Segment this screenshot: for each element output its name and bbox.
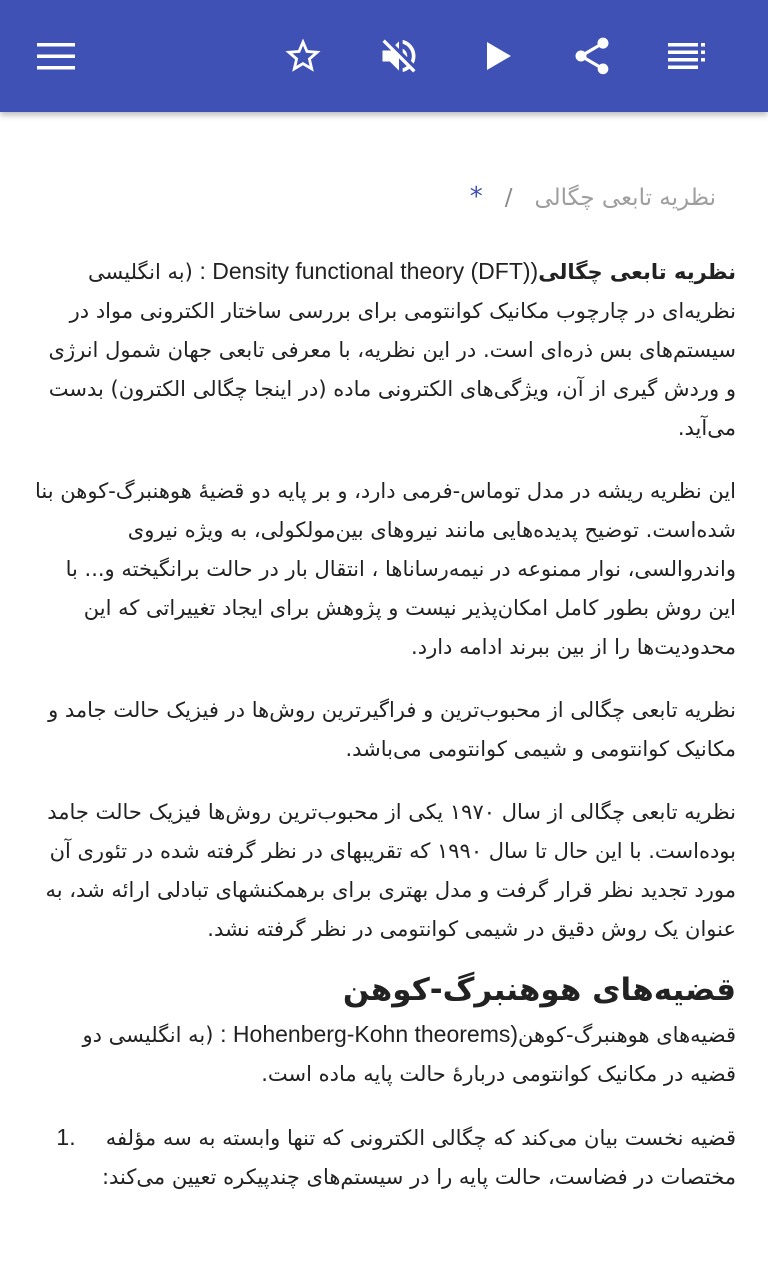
- share-button[interactable]: [562, 26, 622, 86]
- share-icon: [570, 34, 614, 78]
- section-heading: قضیه‌های هوهنبرگ-کوهن: [342, 972, 736, 1008]
- mute-button[interactable]: [369, 26, 429, 86]
- paragraph: این نظریه ریشه در مدل توماس-فرمی دارد، و بر پایه دو قضیهٔ هوهنبرگ-کوهن بنا شده‌است. توضیح پدیده‌هایی مانند نیروهای بین‌مولکولی، به ویژه نیروی واندروالسی، نوار ممنوعه در نیمه‌رساناها ، انتقال بار در حالت برانگیخته و... با این روش بطور کامل امکان‌پذیر نیست و پژوهش برای ایجاد تغییراتی که این محدودیت‌ها را از بین ببرند ادامه دارد.: [35, 479, 736, 659]
- intro-term-english: : Density functional theory (DFT)): [199, 258, 539, 284]
- section-intro-text: دو قضیه در مکانیک کوانتومی دربارهٔ حالت پایه ماده است.: [82, 1023, 736, 1086]
- favorite-button[interactable]: [273, 26, 333, 86]
- section-intro-paren: (به انگلیسی: [108, 1023, 214, 1047]
- breadcrumb-current: نظریه تابعی چگالی: [534, 185, 716, 211]
- breadcrumb: [40, 182, 728, 222]
- star-outline-icon: [282, 35, 324, 77]
- breadcrumb-separator: /: [504, 185, 513, 211]
- list-item-text: 1. قضیه نخست بیان می‌کند که چگالی الکترونی که تنها وابسته به سه مؤلفه مختصات در فضاست، حالت پایه را در سیستم‌های چندپیکره تعیین می‌کند:: [101, 1126, 736, 1189]
- article-body: [32, 252, 736, 1197]
- section-intro-term: قضیه‌های هوهنبرگ-کوهن: [518, 1023, 736, 1047]
- section-intro-term-english: : Hohenberg-Kohn theorems): [220, 1021, 519, 1047]
- volume-off-icon: [377, 34, 421, 78]
- intro-paragraph: [32, 252, 736, 448]
- theorem-list: [32, 1118, 736, 1197]
- paragraph: نظریه تابعی چگالی از محبوب‌ترین و فراگیرترین روش‌ها در فیزیک حالت جامد و مکانیک کوانتومی و شیمی کوانتومی می‌باشد.: [48, 698, 736, 761]
- list-item: [82, 1118, 736, 1197]
- menu-button[interactable]: [26, 26, 86, 86]
- hamburger-menu-icon: [37, 42, 75, 70]
- article-content[interactable]: [0, 112, 768, 1280]
- playlist-icon: [668, 43, 708, 69]
- table-of-contents-button[interactable]: [658, 26, 718, 86]
- intro-term: نظریه تابعی چگالی: [538, 260, 736, 284]
- section-intro-paragraph: [32, 1015, 736, 1094]
- breadcrumb-home-link[interactable]: *: [469, 182, 483, 212]
- paragraph: نظریه تابعی چگالی از سال ۱۹۷۰ یکی از محبوب‌ترین روش‌ها فیزیک حالت جامد بوده‌است. با این حال تا سال ۱۹۹۰ که تقریبهای در نظر گرفته شده در تئوری آن مورد تجدید نظر قرار گرفت و مدل بهتری برای برهمکنشهای تبادلی ارائه شد، به عنوان یک روش دقیق در شیمی کوانتومی در نظر گرفته نشد.: [45, 800, 736, 941]
- intro-paren: (به انگلیسی: [88, 260, 193, 284]
- intro-text: نظریه‌ای در چارچوب مکانیک کوانتومی برای بررسی ساختار الکترونی مواد در سیستم‌های بس ذره‌ای است. در این نظریه، با معرفی تابعی جهان شمول انرژی و وردش گیری از آن، ویژگی‌های الکترونی ماده (در اینجا چگالی الکترون) بدست می‌آید.: [48, 299, 736, 440]
- play-button[interactable]: [468, 26, 528, 86]
- play-icon: [483, 40, 513, 72]
- app-bar: [0, 0, 768, 112]
